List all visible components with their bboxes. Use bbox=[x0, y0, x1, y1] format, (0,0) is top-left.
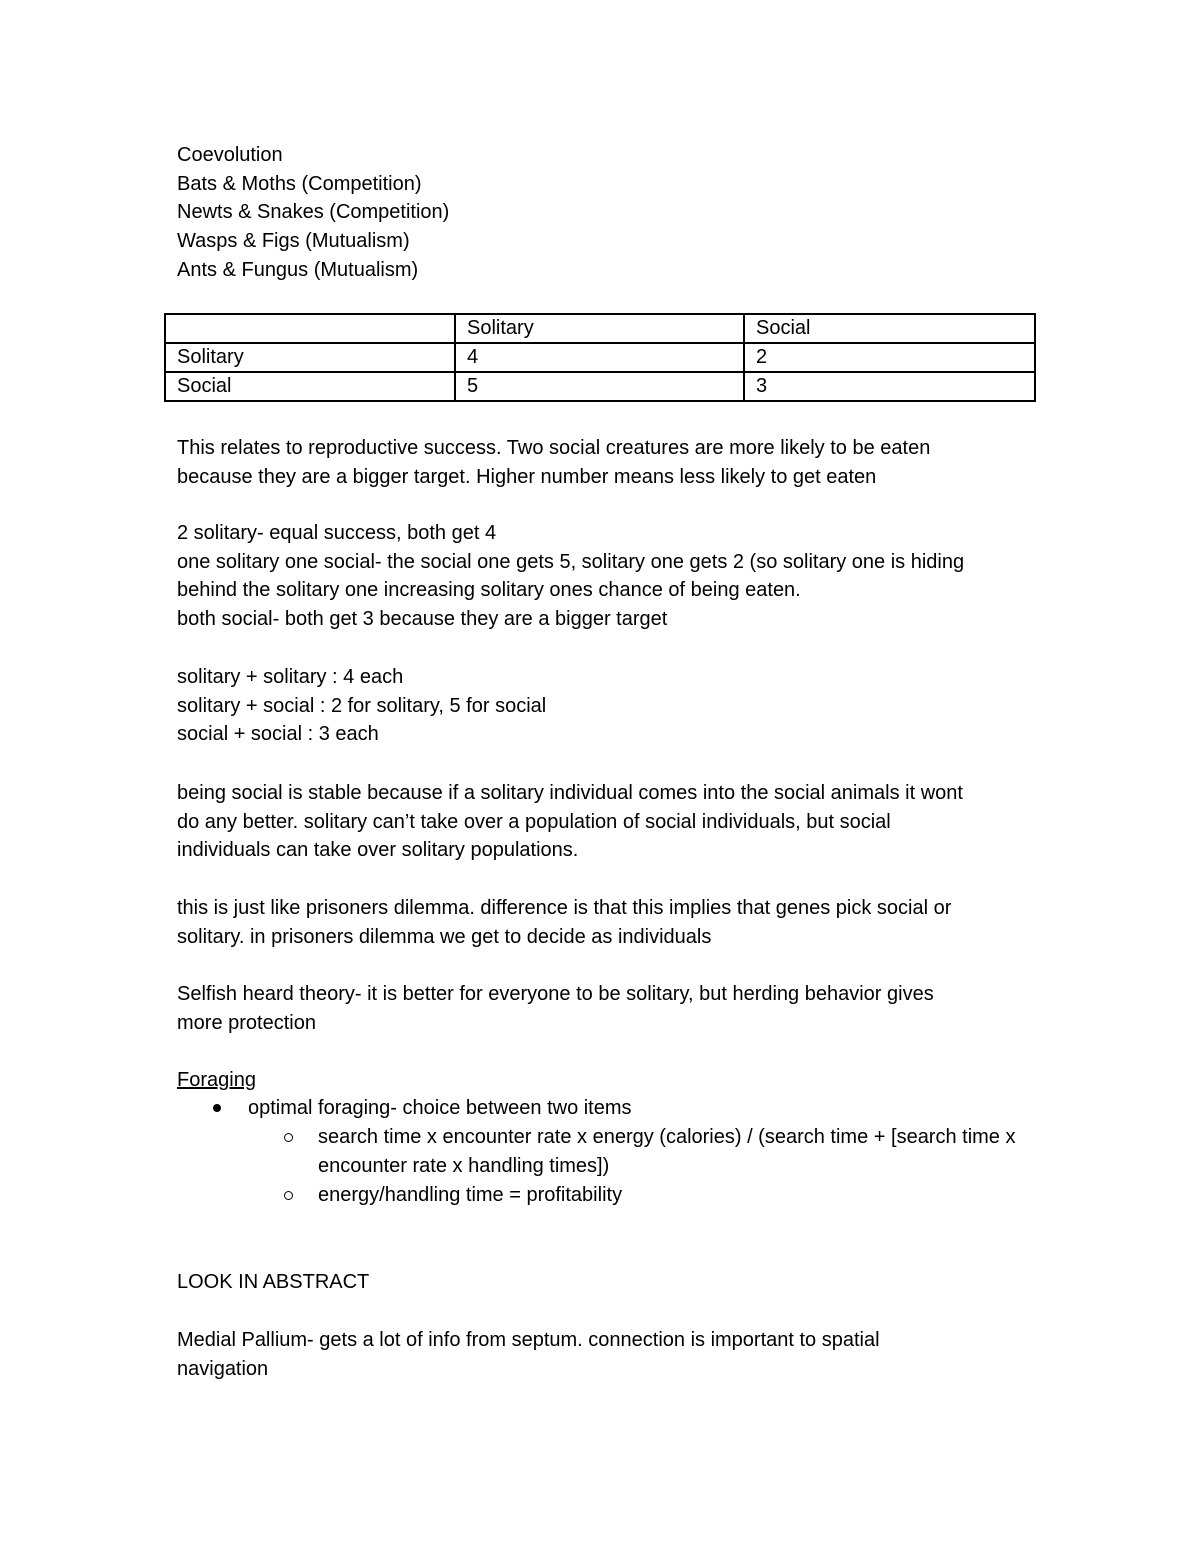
table-header-row bbox=[165, 314, 1035, 343]
bullet-icon bbox=[213, 1104, 221, 1112]
table-cell: 4 bbox=[455, 343, 744, 372]
paragraph-line: solitary + social : 2 for solitary, 5 for social bbox=[177, 694, 547, 717]
paragraph-line: individuals can take over solitary populations. bbox=[177, 839, 579, 862]
table-row-label: Solitary bbox=[165, 343, 455, 372]
table-cell bbox=[165, 314, 455, 343]
paragraph-outcomes bbox=[177, 519, 1037, 634]
sub-bullet-icon bbox=[284, 1133, 293, 1142]
sub-bullet-item: energy/handling time = profitability bbox=[318, 1184, 623, 1206]
sub-bullet-icon bbox=[284, 1191, 293, 1200]
paragraph-line: navigation bbox=[177, 1357, 269, 1380]
note-look-in-abstract bbox=[177, 1268, 1037, 1297]
paragraph-line: Medial Pallium- gets a lot of info from septum. connection is important to spatial bbox=[177, 1329, 880, 1351]
paragraph-line: both social- both get 3 because they are a bigger target bbox=[177, 608, 668, 631]
intro-line: Newts & Snakes (Competition) bbox=[177, 201, 450, 224]
paragraph-line: because they are a bigger target. Higher number means less likely to get eaten bbox=[177, 465, 877, 488]
table-row bbox=[165, 343, 1035, 372]
paragraph-line: This relates to reproductive success. Two social creatures are more likely to be eaten bbox=[177, 437, 931, 459]
paragraph-payoff-summary bbox=[177, 663, 1037, 749]
paragraph-line: do any better. solitary can’t take over a population of social individuals, but social bbox=[177, 810, 891, 833]
paragraph-line: being social is stable because if a solitary individual comes into the social animals it wont bbox=[177, 782, 963, 804]
paragraph-prisoners-dilemma bbox=[177, 894, 1037, 951]
paragraph-line: solitary + solitary : 4 each bbox=[177, 666, 404, 688]
bullet-item: optimal foraging- choice between two items bbox=[248, 1097, 632, 1119]
intro-line: Wasps & Figs (Mutualism) bbox=[177, 230, 410, 253]
paragraph-line: more protection bbox=[177, 1011, 316, 1034]
paragraph-reproductive-success bbox=[177, 434, 1037, 491]
paragraph-line: social + social : 3 each bbox=[177, 723, 379, 746]
table-header-cell: Social bbox=[744, 314, 1035, 343]
paragraph-line: behind the solitary one increasing solitary ones chance of being eaten. bbox=[177, 579, 801, 602]
foraging-section bbox=[177, 1066, 1037, 1095]
intro-list bbox=[177, 141, 1037, 285]
paragraph-stability bbox=[177, 779, 1037, 865]
doc-title: Coevolution bbox=[177, 144, 283, 166]
table-header-cell: Solitary bbox=[455, 314, 744, 343]
paragraph-line: solitary. in prisoners dilemma we get to decide as individuals bbox=[177, 925, 712, 948]
table-cell: 3 bbox=[744, 372, 1035, 401]
table-cell: 5 bbox=[455, 372, 744, 401]
intro-line: Ants & Fungus (Mutualism) bbox=[177, 258, 419, 281]
table-row bbox=[165, 372, 1035, 401]
paragraph-selfish-herd bbox=[177, 980, 1037, 1037]
intro-line: Bats & Moths (Competition) bbox=[177, 172, 422, 195]
paragraph-line: Selfish heard theory- it is better for everyone to be solitary, but herding behavior gives bbox=[177, 983, 934, 1005]
paragraph-line: 2 solitary- equal success, both get 4 bbox=[177, 522, 497, 544]
paragraph-line: this is just like prisoners dilemma. difference is that this implies that genes pick social or bbox=[177, 897, 952, 919]
payoff-table bbox=[164, 313, 1036, 402]
paragraph-line: one solitary one social- the social one gets 5, solitary one gets 2 (so solitary one is hiding bbox=[177, 550, 965, 573]
sub-bullet-item: search time x encounter rate x energy (calories) / (search time + [search time x encounter rate x handling times]) bbox=[318, 1126, 1016, 1177]
section-heading: Foraging bbox=[177, 1069, 256, 1091]
table-cell: 2 bbox=[744, 343, 1035, 372]
paragraph-medial-pallium bbox=[177, 1326, 1037, 1383]
note-line: LOOK IN ABSTRACT bbox=[177, 1271, 370, 1293]
table-row-label: Social bbox=[165, 372, 455, 401]
